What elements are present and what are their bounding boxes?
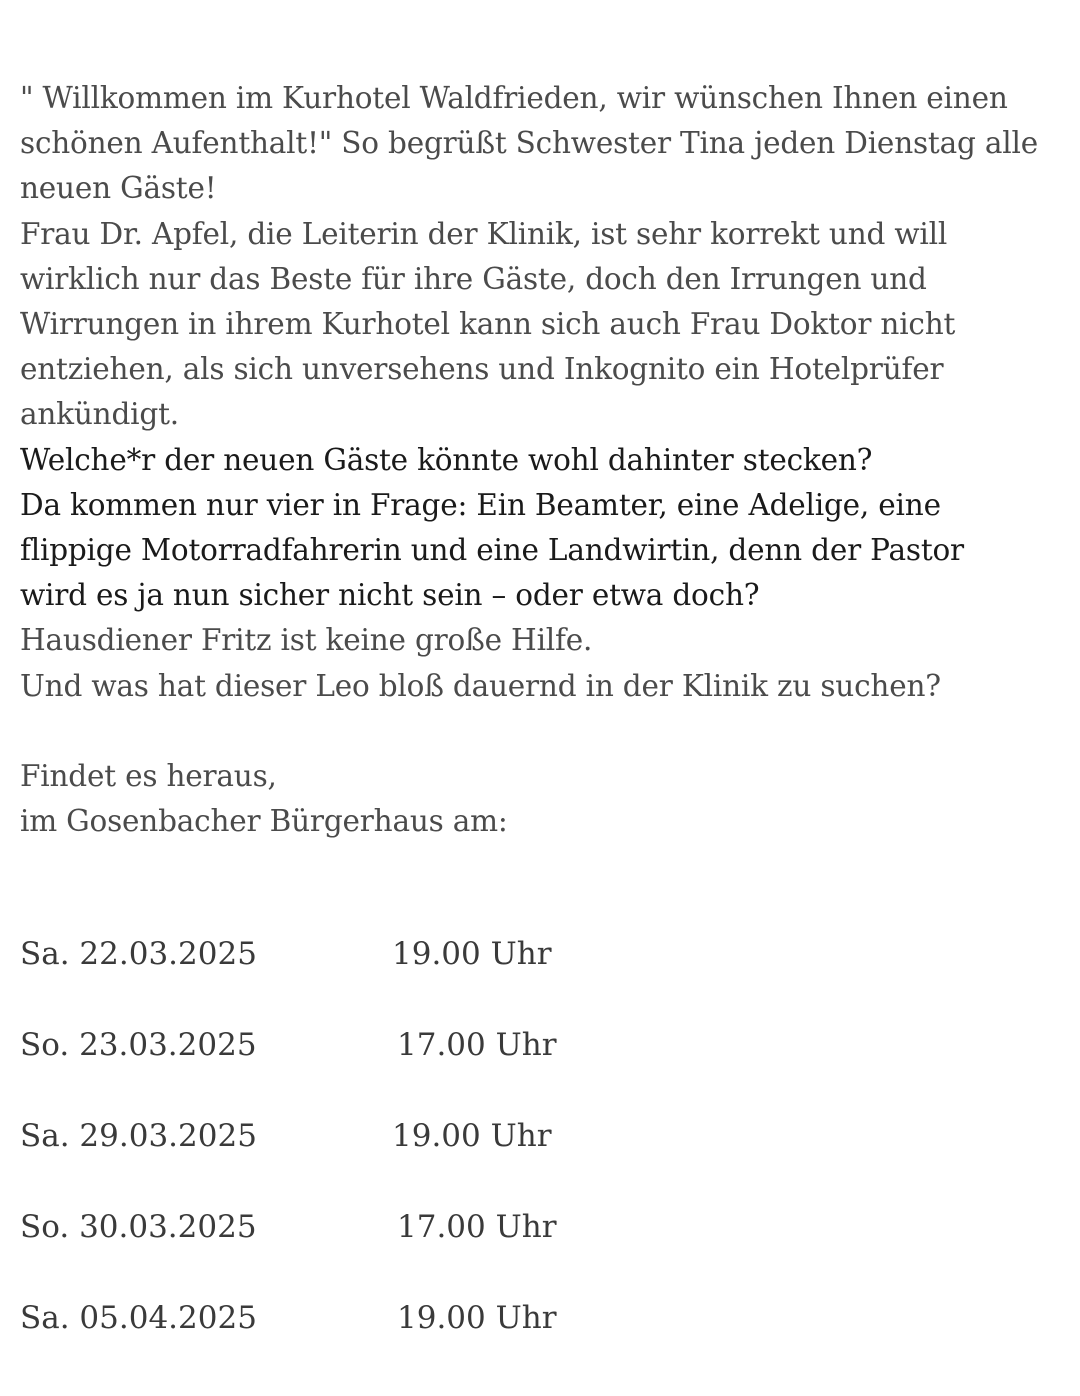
text-line: Welche*r der neuen Gäste könnte wohl dahinter stecken?	[20, 442, 873, 477]
text-line: Hausdiener Fritz ist keine große Hilfe.	[20, 623, 593, 658]
performance-time: 19.00 Uhr	[392, 1118, 552, 1154]
text-line: neuen Gäste!	[20, 171, 217, 206]
performance-schedule	[20, 930, 720, 1385]
performance-time: 17.00 Uhr	[397, 1027, 557, 1063]
text-line: wird es ja nun sicher nicht sein – oder etwa doch?	[20, 578, 760, 613]
text-line: ankündigt.	[20, 397, 179, 432]
schedule-row	[20, 930, 720, 1021]
text-line: Wirrungen in ihrem Kurhotel kann sich auch Frau Doktor nicht	[20, 307, 956, 342]
performance-date: Sa. 05.04.2025	[20, 1300, 257, 1336]
schedule-row	[20, 1294, 720, 1385]
text-line: Frau Dr. Apfel, die Leiterin der Klinik, ist sehr korrekt und will	[20, 216, 948, 251]
text-line: " Willkommen im Kurhotel Waldfrieden, wir wünschen Ihnen einen	[20, 81, 1008, 115]
invitation-line-2: im Gosenbacher Bürgerhaus am:	[20, 804, 508, 839]
schedule-row	[20, 1203, 720, 1294]
intro-text	[20, 76, 1068, 844]
performance-time: 19.00 Uhr	[392, 936, 552, 972]
text-line: Und was hat dieser Leo bloß dauernd in der Klinik zu suchen?	[20, 668, 941, 703]
invitation-line-1: Findet es heraus,	[20, 758, 277, 793]
schedule-row	[20, 1112, 720, 1203]
performance-date: So. 30.03.2025	[20, 1209, 257, 1245]
performance-time: 19.00 Uhr	[397, 1300, 557, 1336]
performance-date: Sa. 29.03.2025	[20, 1118, 257, 1154]
performance-date: Sa. 22.03.2025	[20, 936, 257, 972]
text-line: wirklich nur das Beste für ihre Gäste, doch den Irrungen und	[20, 261, 927, 296]
performance-date: So. 23.03.2025	[20, 1027, 257, 1063]
performance-time: 17.00 Uhr	[397, 1209, 557, 1245]
text-line: flippige Motorradfahrerin und eine Landwirtin, denn der Pastor	[20, 533, 964, 568]
text-line: Da kommen nur vier in Frage: Ein Beamter, eine Adelige, eine	[20, 487, 941, 522]
spacer	[20, 709, 1068, 754]
text-line: schönen Aufenthalt!" So begrüßt Schwester Tina jeden Dienstag alle	[20, 126, 1038, 161]
schedule-row	[20, 1021, 720, 1112]
text-line: entziehen, als sich unversehens und Inkognito ein Hotelprüfer	[20, 352, 944, 387]
